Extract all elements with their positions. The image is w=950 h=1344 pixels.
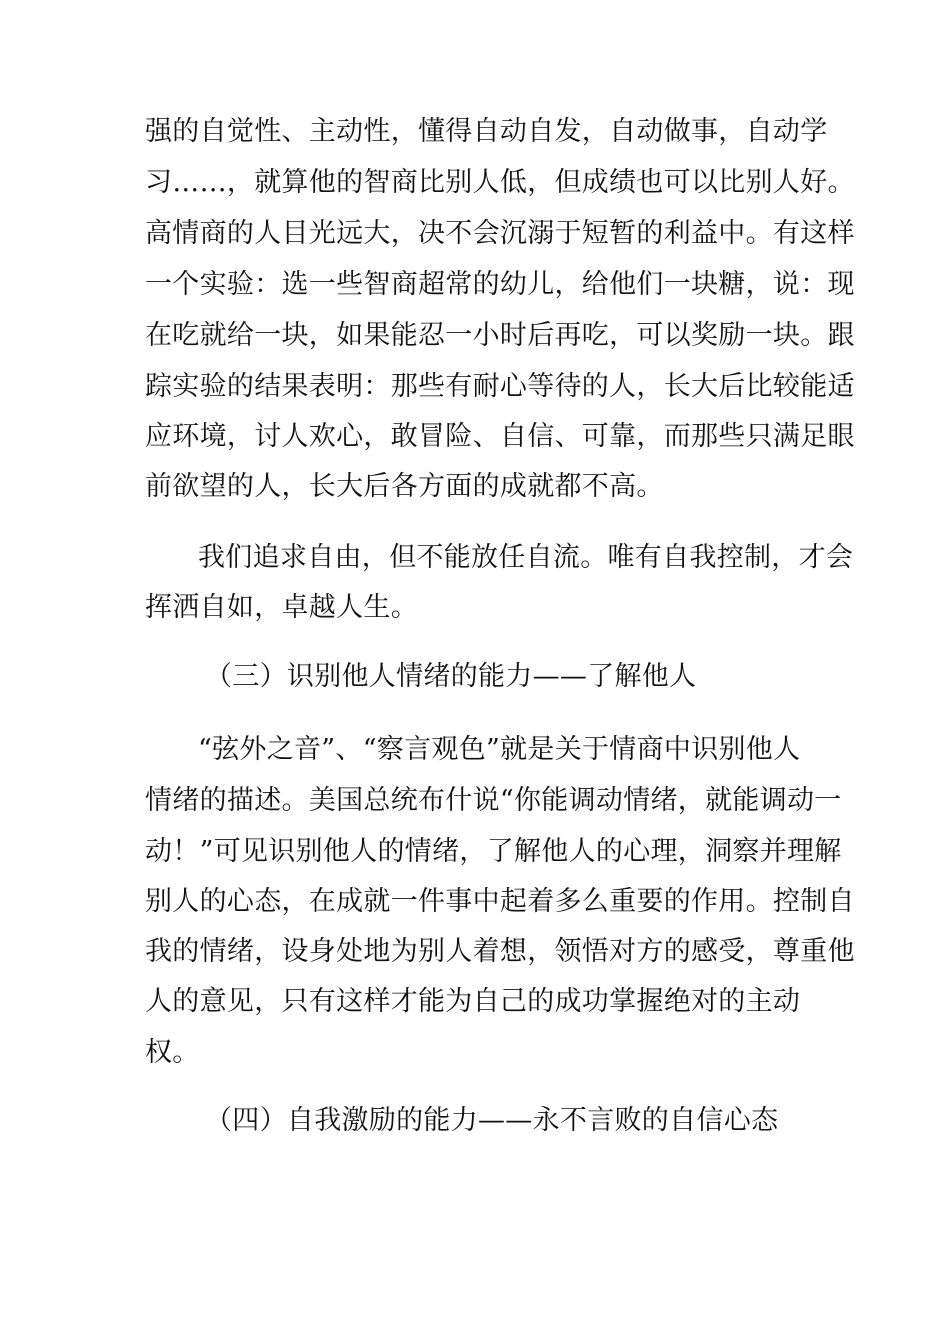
paragraph-3-line-1: “弦外之音”、“察言观色”就是关于情商中识别他人 — [198, 734, 801, 765]
paragraph-3-line-4: 别人的心态，在成就一件事中起着多么重要的作用。控制自 — [145, 886, 855, 917]
paragraph-1-line-7: 应环境，讨人欢心，敢冒险、自信、可靠，而那些只满足眼 — [145, 421, 855, 452]
paragraph-1-line-6: 踪实验的结果表明：那些有耐心等待的人，长大后比较能适 — [145, 371, 855, 402]
paragraph-2-line-1: 我们追求自由，但不能放任自流。唯有自我控制，才会 — [198, 542, 854, 573]
section-heading-4: （四）自我激励的能力——永不言败的自信心态 — [205, 1105, 779, 1136]
paragraph-3-line-6: 人的意见，只有这样才能为自己的成功掌握绝对的主动 — [145, 986, 801, 1017]
paragraph-1-line-1: 强的自觉性、主动性，懂得自动自发，自动做事，自动学 — [145, 116, 828, 147]
paragraph-1-line-4: 一个实验：选一些智商超常的幼儿，给他们一块糖，说：现 — [145, 269, 855, 300]
paragraph-3-line-3: 动！”可见识别他人的情绪，了解他人的心理，洞察并理解 — [145, 836, 842, 867]
paragraph-1-line-8: 前欲望的人，长大后各方面的成就都不高。 — [145, 471, 664, 502]
paragraph-2-line-2: 挥洒自如，卓越人生。 — [145, 592, 418, 623]
paragraph-1-line-3: 高情商的人目光远大，决不会沉溺于短暂的利益中。有这样 — [145, 218, 855, 249]
paragraph-3-line-5: 我的情绪，设身处地为别人着想，领悟对方的感受，尊重他 — [145, 936, 855, 967]
paragraph-3-line-2: 情绪的描述。美国总统布什说“你能调动情绪，就能调动一 — [145, 785, 842, 816]
paragraph-1-line-2: 习……，就算他的智商比别人低，但成绩也可以比别人好。 — [145, 167, 855, 198]
section-heading-3: （三）识别他人情绪的能力——了解他人 — [205, 661, 697, 692]
paragraph-3-line-7: 权。 — [145, 1037, 200, 1068]
paragraph-1-line-5: 在吃就给一块，如果能忍一小时后再吃，可以奖励一块。跟 — [145, 320, 855, 351]
